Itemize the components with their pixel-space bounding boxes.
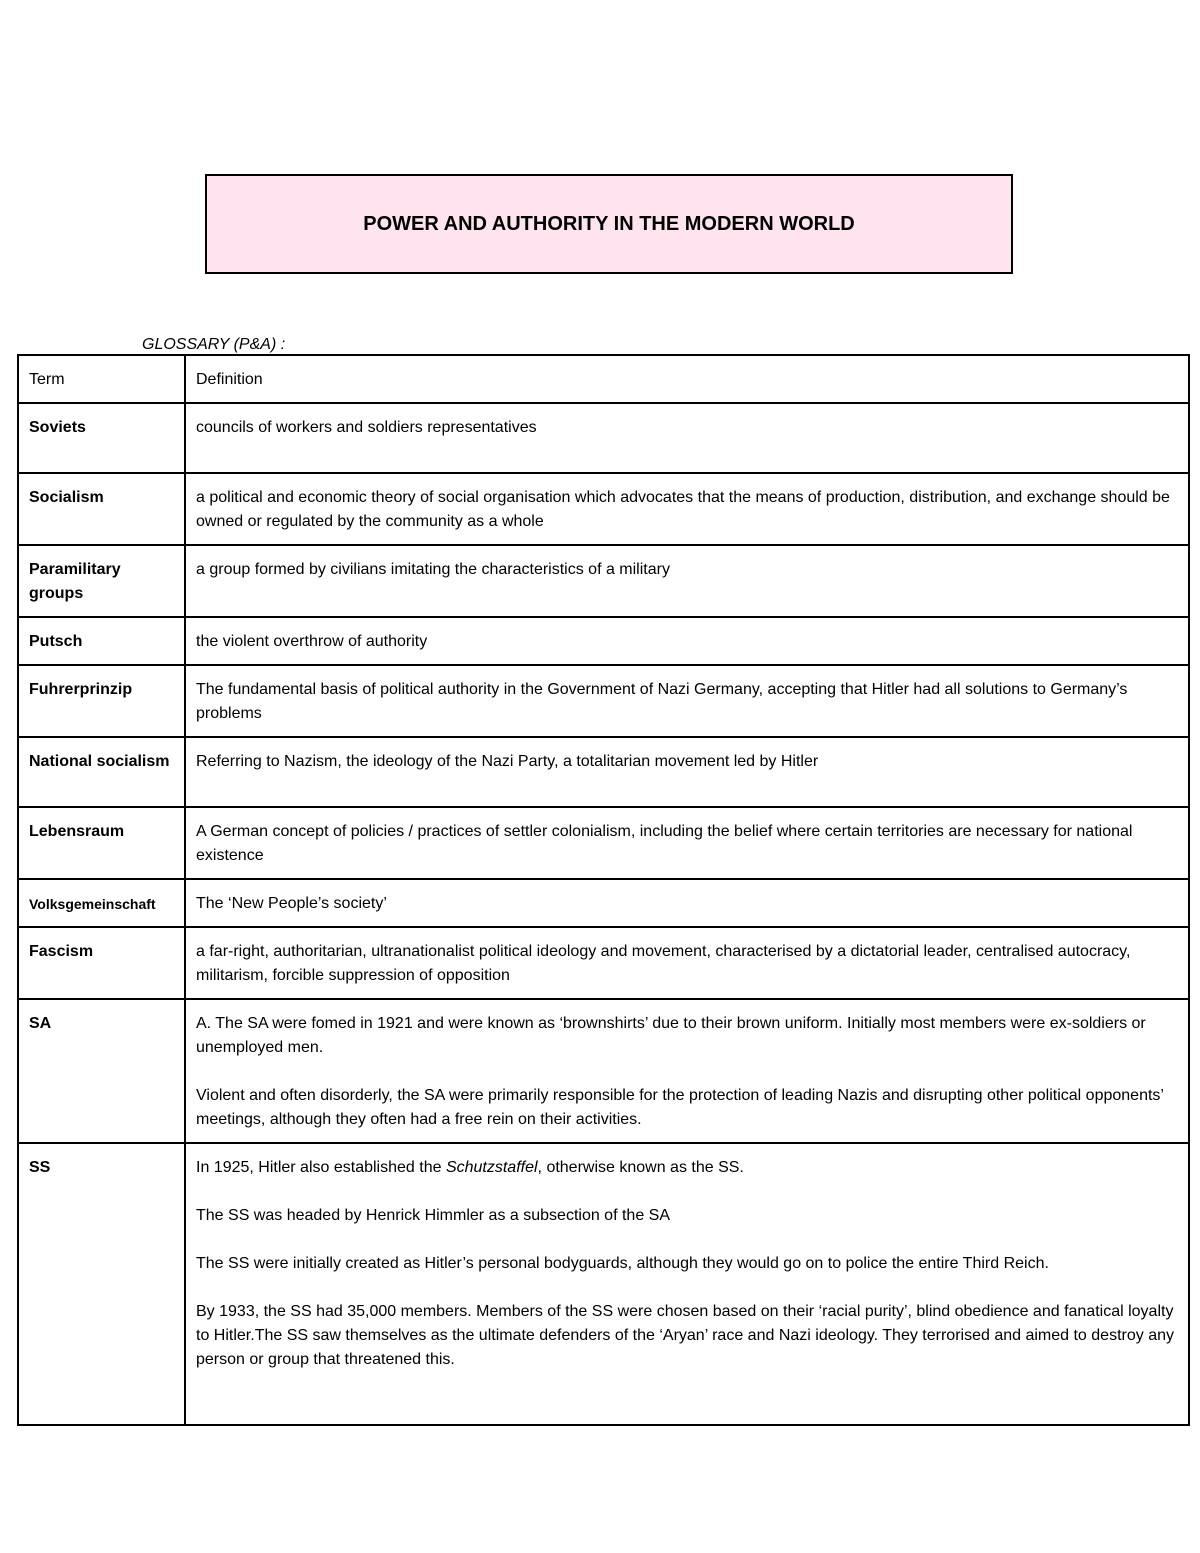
- header-term: Term: [18, 355, 185, 403]
- term-cell: SA: [18, 999, 185, 1143]
- table-row: [18, 665, 1189, 737]
- table-header-row: [18, 355, 1189, 403]
- definition-paragraph: A. The SA were fomed in 1921 and were known as ‘brownshirts’ due to their brown uniform. Initially most members were ex-soldiers or unemployed men.: [196, 1015, 1146, 1056]
- table-row: [18, 617, 1189, 665]
- term-cell: Putsch: [18, 617, 185, 665]
- glossary-table: [17, 354, 1190, 1426]
- table-row: [18, 807, 1189, 879]
- term-cell: SS: [18, 1143, 185, 1425]
- table-row: [18, 1143, 1189, 1425]
- table-row: [18, 473, 1189, 545]
- definition-paragraph: By 1933, the SS had 35,000 members. Members of the SS were chosen based on their ‘racial purity’, blind obedience and fanatical loyalty to Hitler.The SS saw themselves as the ultimate defenders of the ‘Aryan’ race and Nazi ideology. They terrorised and aimed to destroy any person or group that threatened this.: [196, 1303, 1174, 1368]
- italic-term: Schutzstaffel: [445, 1159, 538, 1176]
- definition-cell: Referring to Nazism, the ideology of the Nazi Party, a totalitarian movement led by Hitler: [185, 737, 1189, 807]
- table-row: [18, 927, 1189, 999]
- definition-cell: [185, 1143, 1189, 1425]
- title-box: [205, 174, 1013, 274]
- definition-paragraph: The SS were initially created as Hitler’s personal bodyguards, although they would go on to police the entire Third Reich.: [196, 1255, 1049, 1272]
- term-cell: Socialism: [18, 473, 185, 545]
- term-cell: Soviets: [18, 403, 185, 473]
- table-row: [18, 879, 1189, 927]
- term-cell: Lebensraum: [18, 807, 185, 879]
- definition-paragraph: The SS was headed by Henrick Himmler as a subsection of the SA: [196, 1207, 670, 1224]
- definition-cell: the violent overthrow of authority: [185, 617, 1189, 665]
- term-cell: National socialism: [18, 737, 185, 807]
- table-row: [18, 403, 1189, 473]
- term-cell: Fascism: [18, 927, 185, 999]
- page-title: POWER AND AUTHORITY IN THE MODERN WORLD: [363, 212, 855, 235]
- table-row: [18, 737, 1189, 807]
- definition-cell: a group formed by civilians imitating the characteristics of a military: [185, 545, 1189, 617]
- table-row: [18, 545, 1189, 617]
- definition-cell: The fundamental basis of political authority in the Government of Nazi Germany, accepting that Hitler had all solutions to Germany’s problems: [185, 665, 1189, 737]
- text-segment: In 1925, Hitler also established the: [196, 1159, 446, 1176]
- definition-paragraph: Violent and often disorderly, the SA were primarily responsible for the protection of leading Nazis and disrupting other political opponents’ meetings, although they often had a free rein on their activities.: [196, 1087, 1164, 1128]
- definition-cell: a far-right, authoritarian, ultranationalist political ideology and movement, characterised by a dictatorial leader, centralised autocracy, militarism, forcible suppression of opposition: [185, 927, 1189, 999]
- glossary-label: GLOSSARY (P&A) :: [142, 336, 286, 353]
- definition-cell: [185, 999, 1189, 1143]
- header-definition: Definition: [185, 355, 1189, 403]
- definition-cell: A German concept of policies / practices of settler colonialism, including the belief where certain territories are necessary for national existence: [185, 807, 1189, 879]
- definition-cell: a political and economic theory of social organisation which advocates that the means of production, distribution, and exchange should be owned or regulated by the community as a whole: [185, 473, 1189, 545]
- definition-cell: councils of workers and soldiers representatives: [185, 403, 1189, 473]
- table-row: [18, 999, 1189, 1143]
- definition-paragraph: [196, 1156, 1178, 1180]
- term-cell: Paramilitary groups: [18, 545, 185, 617]
- term-cell: Fuhrerprinzip: [18, 665, 185, 737]
- text-segment: , otherwise known as the SS.: [537, 1159, 744, 1176]
- term-cell: Volksgemeinschaft: [18, 879, 185, 927]
- definition-cell: The ‘New People’s society’: [185, 879, 1189, 927]
